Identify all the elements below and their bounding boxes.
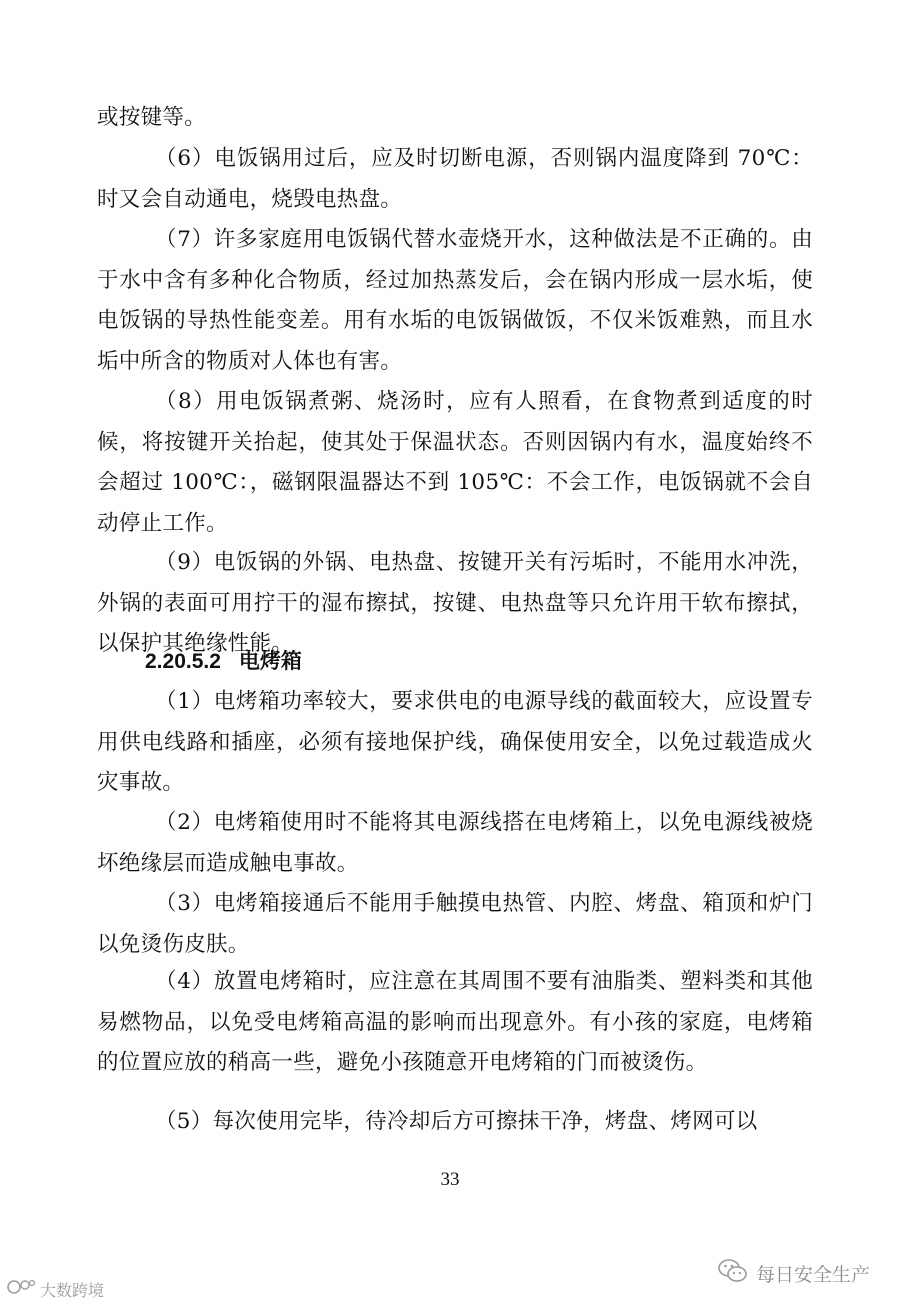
section-paragraph-4: （4）放置电烤箱时，应注意在其周围不要有油脂类、塑料类和其他易燃物品，以免受电烤箱高温的影响而出现意外。有小孩的家庭，电烤箱的位置应放的稍高一些，避免小孩随意开电烤箱的门而被烫伤。 [97,969,813,1075]
section-paragraph-2: （2）电烤箱使用时不能将其电源线搭在电烤箱上，以免电源线被烧坏绝缘层而造成触电事故。 [97,810,813,876]
watermark-right-text: 每日安全生产 [755,1264,870,1286]
section-number: 2.20.5.2 [145,650,221,673]
watermark-wechat [718,1258,870,1289]
watermark-source [6,1276,104,1302]
watermark-left-text: 大数跨境 [40,1280,105,1300]
section-paragraph-5: （5）每次使用完毕，待冷却后方可擦抹干净，烤盘、烤网可以 [155,1109,758,1134]
page-number: 33 [440,1169,460,1190]
paragraph-continuation: 或按键等。 [97,105,207,130]
wechat-icon [718,1258,748,1289]
section-paragraph-1: （1）电烤箱功率较大，要求供电的电源导线的截面较大，应设置专用供电线路和插座，必须有接地保护线，确保使用安全，以免过载造成火灾事故。 [97,689,813,795]
section-heading [145,641,302,682]
paragraph-item-9: （9）电饭锅的外锅、电热盘、按键开关有污垢时，不能用水冲洗，外锅的表面可用拧干的湿布擦拭，按键、电热盘等只允许用干软布擦拭，以保护其绝缘性能。 [97,550,813,656]
paragraph-item-6: （6）电饭锅用过后，应及时切断电源，否则锅内温度降到 70℃：时又会自动通电，烧毁电热盘。 [97,146,813,212]
section-title: 电烤箱 [238,649,302,673]
section-paragraph-3: （3）电烤箱接通后不能用手触摸电热管、内腔、烤盘、箱顶和炉门以免烫伤皮肤。 [97,891,813,957]
paragraph-item-7: （7）许多家庭用电饭锅代替水壶烧开水，这种做法是不正确的。由于水中含有多种化合物质，经过加热蒸发后，会在锅内形成一层水垢，使电饭锅的导热性能变差。用有水垢的电饭锅做饭，不仅米饭难熟，而且水垢中所含的物质对人体也有害。 [97,227,813,374]
logo-icon [6,1276,36,1302]
paragraph-item-8: （8）用电饭锅煮粥、烧汤时，应有人照看，在食物煮到适度的时候，将按键开关抬起，使其处于保温状态。否则因锅内有水，温度始终不会超过 100℃：，磁钢限温器达不到 105℃：不会工作，电饭锅就不会自动停止工作。 [97,389,813,536]
